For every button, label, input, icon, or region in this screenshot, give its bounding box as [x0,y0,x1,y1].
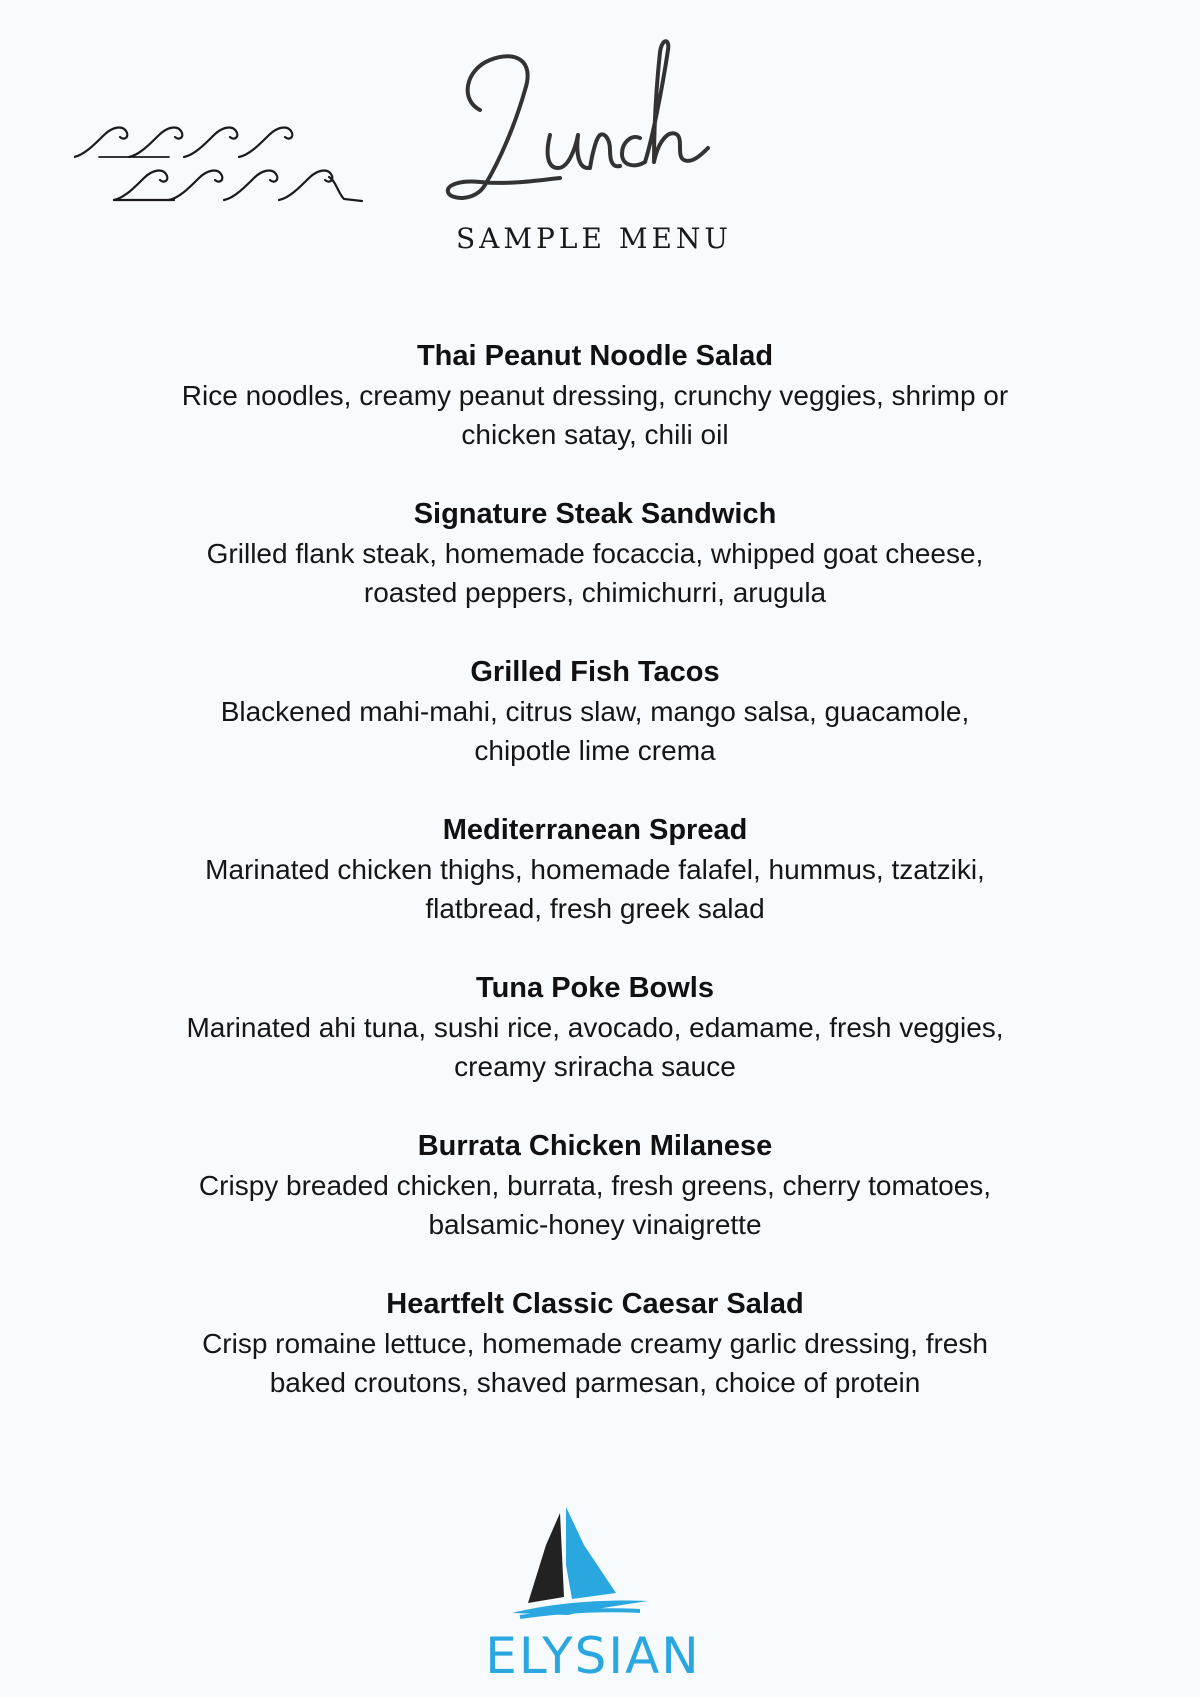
menu-item [100,337,1090,495]
menu-item [100,811,1090,969]
menu-item-description: Crispy breaded chicken, burrata, fresh greens, cherry tomatoes, [198,1170,992,1201]
menu-item-description: Marinated chicken thighs, homemade falafel, hummus, tzatziki, [205,854,985,885]
waves-icon [74,115,374,215]
menu-item-description: Marinated ahi tuna, sushi rice, avocado, edamame, fresh veggies, [186,1012,1004,1043]
menu-item-description: balsamic-honey vinaigrette [428,1209,762,1240]
brand-logo-text: ELYSIAN [485,1627,701,1685]
menu-item-description: Crisp romaine lettuce, homemade creamy garlic dressing, fresh [202,1328,988,1359]
menu-item-name: Tuna Poke Bowls [476,972,714,1004]
menu-item-name: Heartfelt Classic Caesar Salad [386,1288,804,1320]
menu-item-description: Rice noodles, creamy peanut dressing, crunchy veggies, shrimp or [181,380,1009,411]
menu-item-description: flatbread, fresh greek salad [425,893,765,924]
menu-item-description: chipotle lime crema [474,735,716,766]
menu-item-name: Signature Steak Sandwich [413,498,777,530]
menu-list [100,337,1090,1443]
menu-item-description: Grilled flank steak, homemade focaccia, whipped goat cheese, [206,538,984,569]
menu-item [100,969,1090,1127]
menu-item [100,653,1090,811]
menu-item-description: chicken satay, chili oil [461,419,729,450]
menu-item-description: roasted peppers, chimichurri, arugula [363,577,827,608]
menu-item-name: Grilled Fish Tacos [470,656,720,688]
menu-item-name: Thai Peanut Noodle Salad [416,340,774,372]
menu-item [100,1127,1090,1285]
menu-item [100,1285,1090,1443]
menu-item-description: baked croutons, shaved parmesan, choice of protein [269,1367,921,1398]
menu-item-name: Burrata Chicken Milanese [417,1130,773,1162]
page-subtitle: SAMPLE MENU [455,222,733,255]
menu-item [100,495,1090,653]
menu-item-description: Blackened mahi-mahi, citrus slaw, mango salsa, guacamole, [220,696,970,727]
menu-item-description: creamy sriracha sauce [454,1051,736,1082]
menu-item-name: Mediterranean Spread [442,814,748,846]
lunch-title-script [440,30,740,220]
